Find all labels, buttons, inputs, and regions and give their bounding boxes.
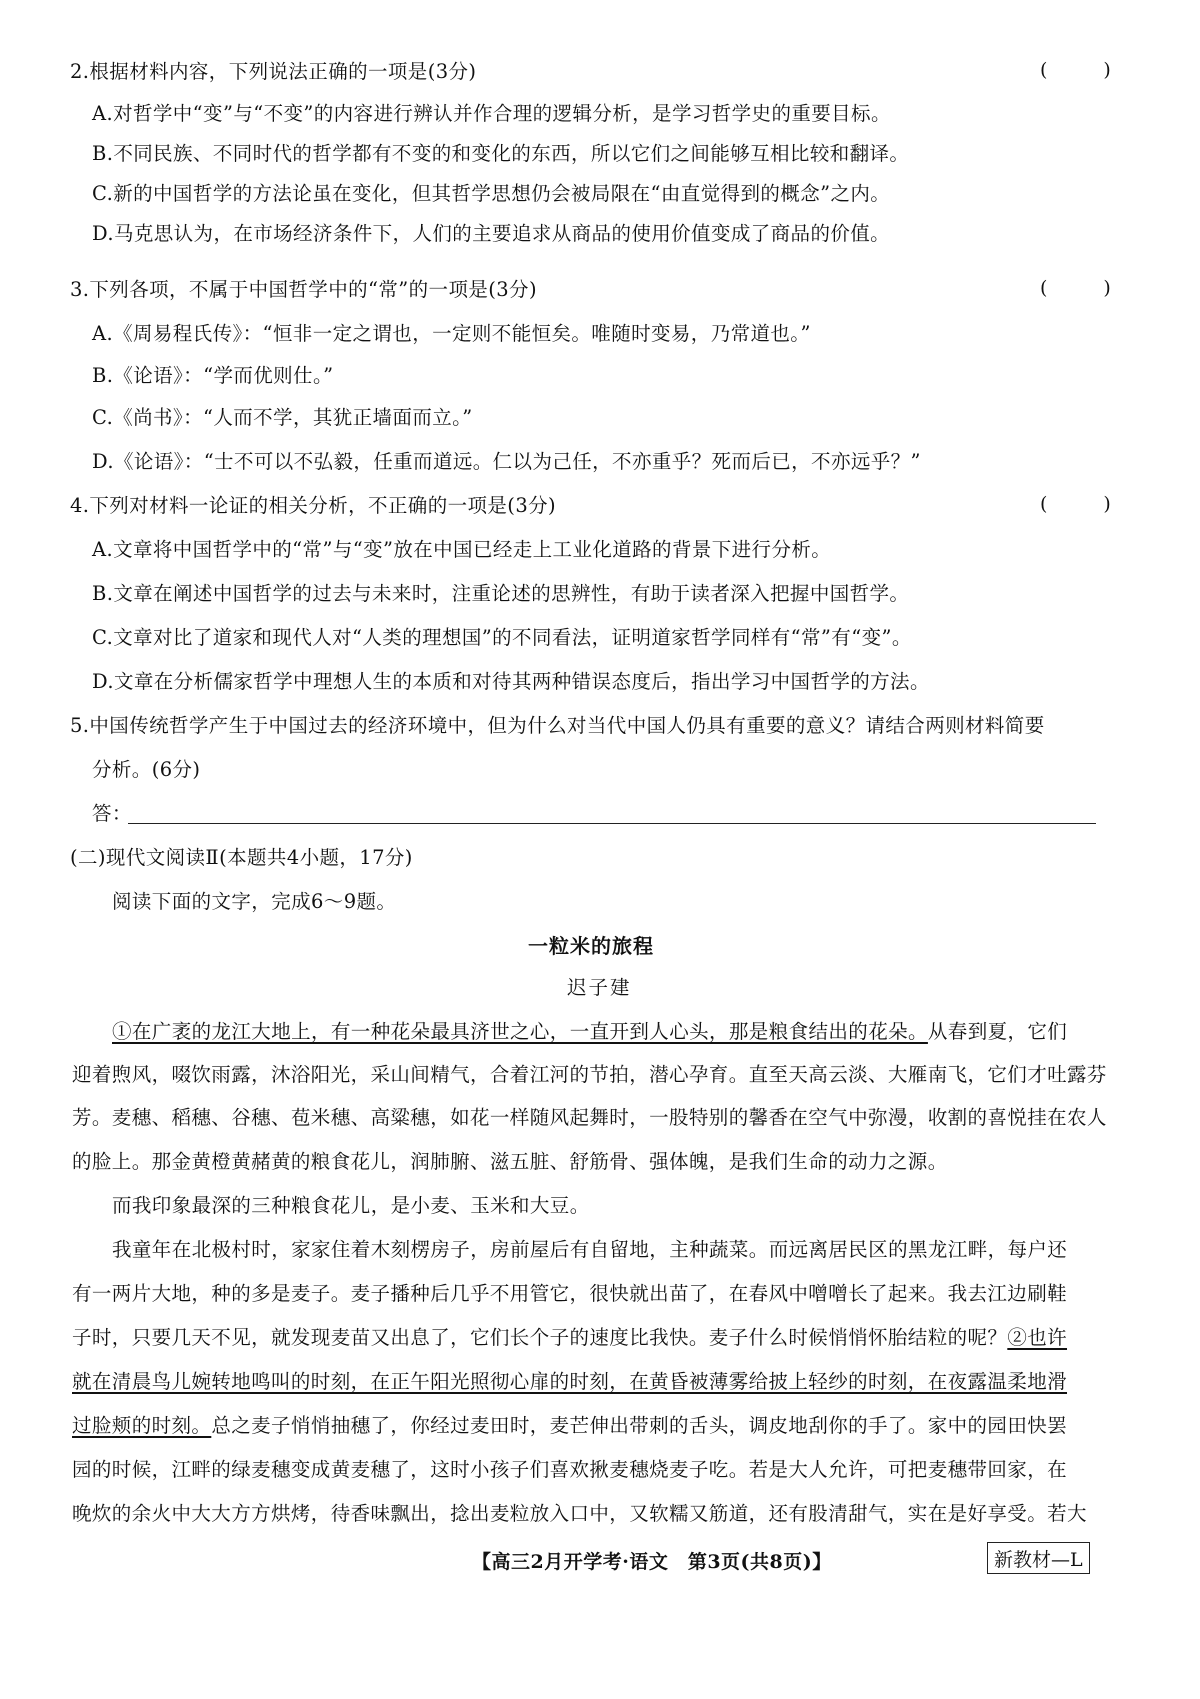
paragraph-1-line-1 [112,1020,1067,1044]
paragraph-1-line-4: 的脸上。那金黄橙黄赭黄的粮食花儿，润肺腑、滋五脏、舒筋骨、强体魄，是我们生命的动力之源。 [72,1150,948,1173]
q2-option-d: D.马克思认为，在市场经济条件下，人们的主要追求从商品的使用价值变成了商品的价值。 [92,222,891,245]
paragraph-3-line-5 [72,1414,1067,1438]
underlined-sentence-1: ①在广袤的龙江大地上，有一种花朵最具济世之心，一直开到人心头，那是粮食结出的花朵。 [112,1020,928,1043]
q4-option-c: C.文章对比了道家和现代人对“人类的理想国”的不同看法，证明道家哲学同样有“常”有“变”。 [92,626,912,649]
q3-option-c: C.《尚书》：“人而不学，其犹正墙面而立。” [92,406,473,429]
q5-answer-line[interactable] [128,823,1096,824]
paragraph-3-line-7: 晚炊的余火中大大方方烘烤，待香味飘出，捻出麦粒放入口中，又软糯又筋道，还有股清甜气，实在是好享受。若大 [72,1502,1087,1525]
q2-answer-bracket: ( ) [1040,59,1117,81]
paragraph-3-line-6: 园的时候，江畔的绿麦穗变成黄麦穗了，这时小孩子们喜欢揪麦穗烧麦子吃。若是大人允许，可把麦穗带回家，在 [72,1458,1068,1481]
q3-answer-bracket: ( ) [1040,277,1117,299]
paragraph-1-line-2: 迎着煦风，啜饮雨露，沐浴阳光，采山间精气，合着江河的节拍，潜心孕育。直至天高云淡、大雁南飞，它们才吐露芬 [72,1063,1107,1086]
q4-option-b: B.文章在阐述中国哲学的过去与未来时，注重论述的思辨性，有助于读者深入把握中国哲学。 [92,582,910,605]
q5-stem-line2: 分析。(6分) [92,758,201,781]
page-footer: 【高三2月开学考·语文 第3页(共8页)】 [472,1551,832,1573]
q3-option-b: B.《论语》：“学而优则仕。” [92,364,334,387]
q3-stem: 3.下列各项，不属于中国哲学中的“常”的一项是(3分) [70,278,537,301]
passage-title: 一粒米的旅程 [528,934,654,958]
underlined-sentence-2-middle: 就在清晨鸟儿婉转地鸣叫的时刻，在正午阳光照彻心扉的时刻，在黄昏被薄雾给披上轻纱的时刻，在夜露温柔地滑 [72,1370,1068,1393]
passage-author: 迟子建 [567,976,632,999]
paragraph-3-line-2: 有一两片大地，种的多是麦子。麦子播种后几乎不用管它，很快就出苗了，在春风中噌噌长了起来。我去江边刷鞋 [72,1282,1068,1305]
q4-option-a: A.文章将中国哲学中的“常”与“变”放在中国已经走上工业化道路的背景下进行分析。 [92,538,832,561]
q2-option-c: C.新的中国哲学的方法论虽在变化，但其哲学思想仍会被局限在“由直觉得到的概念”之内。 [92,182,891,205]
q5-stem-line1: 5.中国传统哲学产生于中国过去的经济环境中，但为什么对当代中国人仍具有重要的意义？请结合两则材料简要 [70,714,1045,737]
paragraph-1-line-1-rest: 从春到夏，它们 [927,1020,1068,1043]
q2-stem: 2.根据材料内容，下列说法正确的一项是(3分) [70,60,477,83]
q3-option-d: D.《论语》：“士不可以不弘毅，任重而道远。仁以为己任，不亦重乎？死而后已，不亦远乎？” [92,450,921,473]
q4-stem: 4.下列对材料一论证的相关分析，不正确的一项是(3分) [70,494,557,517]
section-instruction: 阅读下面的文字，完成6～9题。 [112,890,397,913]
q4-option-d: D.文章在分析儒家哲学中理想人生的本质和对待其两种错误态度后，指出学习中国哲学的方法。 [92,670,930,693]
paragraph-3-line-3-text: 子时，只要几天不见，就发现麦苗又出息了，它们长个子的速度比我快。麦子什么时候悄悄怀胎结粒的呢？ [72,1326,1008,1349]
paragraph-1-line-3: 芳。麦穗、稻穗、谷穗、苞米穗、高粱穗，如花一样随风起舞时，一股特别的馨香在空气中弥漫，收割的喜悦挂在农人 [72,1106,1107,1129]
edition-badge: 新教材—L [987,1542,1090,1574]
q2-option-b: B.不同民族、不同时代的哲学都有不变的和变化的东西，所以它们之间能够互相比较和翻译。 [92,142,910,165]
paragraph-3-line-5-rest: 总之麦子悄悄抽穗了，你经过麦田时，麦芒伸出带刺的舌头，调皮地刮你的手了。家中的园田快罢 [211,1414,1068,1437]
section-heading: (二)现代文阅读Ⅱ(本题共4小题，17分) [70,846,413,869]
paragraph-3-line-1: 我童年在北极村时，家家住着木刻楞房子，房前屋后有自留地，主种蔬菜。而远离居民区的黑龙江畔，每户还 [112,1238,1068,1261]
q5-answer-label: 答： [92,802,132,825]
paragraph-2: 而我印象最深的三种粮食花儿，是小麦、玉米和大豆。 [112,1194,590,1217]
underlined-sentence-2-start: ②也许 [1007,1326,1068,1349]
q3-option-a: A.《周易程氏传》：“恒非一定之谓也，一定则不能恒矣。唯随时变易，乃常道也。” [92,322,811,345]
paragraph-3-line-3 [72,1326,1067,1350]
q2-option-a: A.对哲学中“变”与“不变”的内容进行辨认并作合理的逻辑分析，是学习哲学史的重要目标。 [92,102,891,125]
q4-answer-bracket: ( ) [1040,493,1117,515]
underlined-sentence-2-end: 过脸颊的时刻。 [72,1414,212,1437]
